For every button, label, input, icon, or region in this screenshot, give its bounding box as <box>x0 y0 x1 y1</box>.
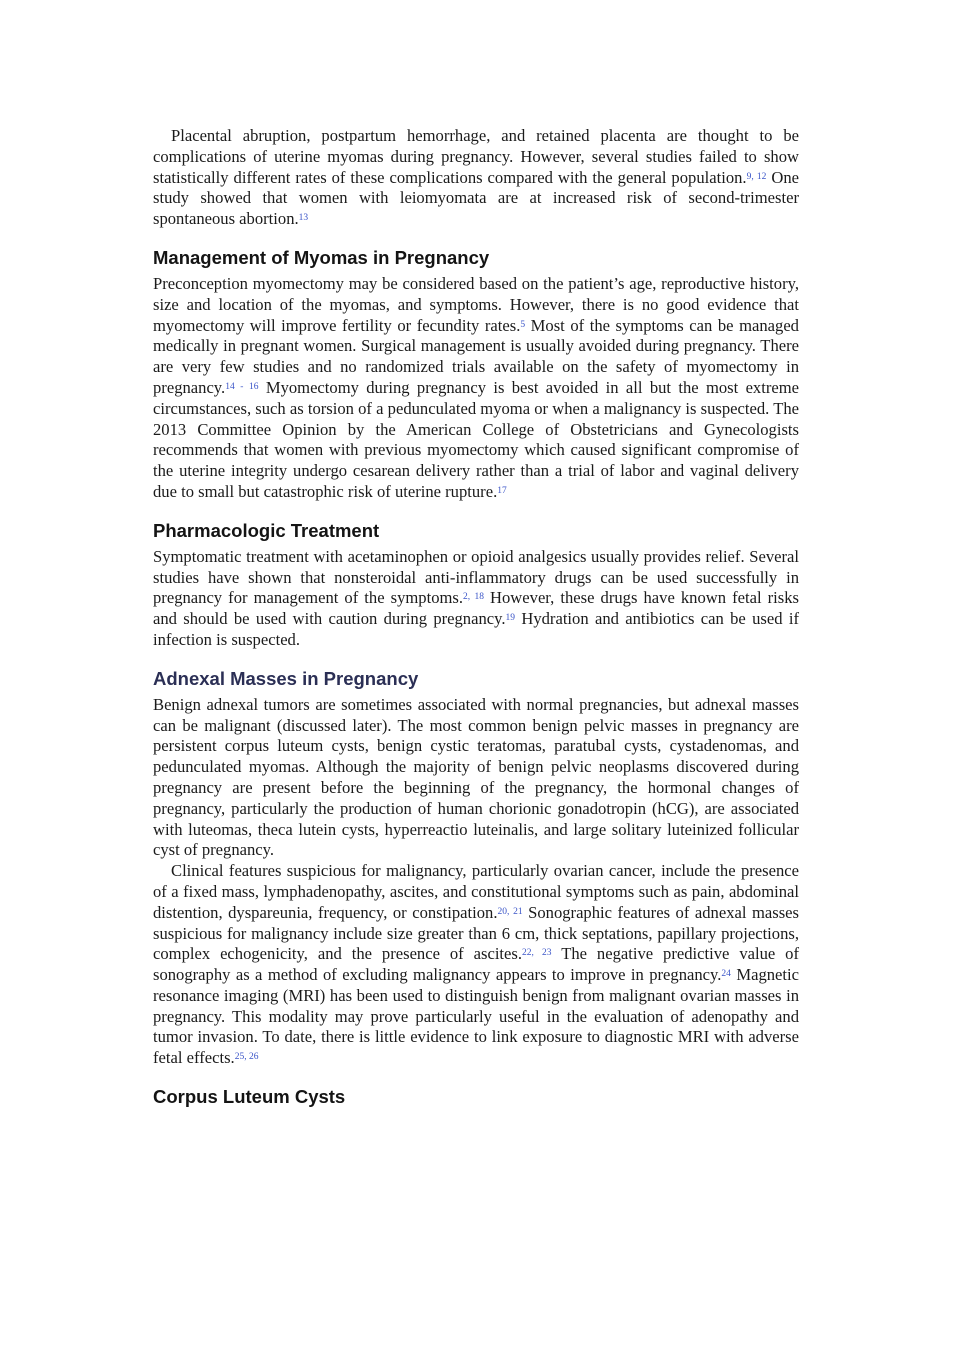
paragraph-text: Benign adnexal tumors are sometimes associated with normal pregnancies, but adnexal masses can be malignant (discussed later). The most common benign pelvic masses in pregnancy are persistent corpus luteum cysts, benign cystic teratomas, paratubal cysts, cystadenomas, and pedunculated myomas. Although the majority of benign pelvic neoplasms discovered during pregnancy are present before the beginning of the pregnancy, the hormonal changes of pregnancy, particularly the production of human chorionic gonadotropin (hCG), are associated with luteomas, theca lutein cysts, hyperreactio luteinalis, and large solitary luteinized follicular cyst of pregnancy. <box>153 694 799 860</box>
section-heading: Corpus Luteum Cysts <box>153 1086 346 1108</box>
paragraph-text: Symptomatic treatment with acetaminophen or opioid analgesics usually provides relief. Several studies have shown that nonsteroidal anti-inflammatory drugs can be used successfully in pregnancy for management of the symptoms. <box>153 546 799 608</box>
paragraph-text: Sonographic features of adnexal masses suspicious for malignancy include size greater than 6 cm, thick septations, papillary projections, complex echogenicity, and the presence of ascites. <box>153 902 800 964</box>
paragraph-text: Hydration and antibiotics can be used if infection is suspected. <box>153 609 799 649</box>
citation-link[interactable]: 14 - 16 <box>225 381 259 392</box>
citation-link[interactable]: 19 <box>505 613 516 624</box>
paragraph-text: Most of the symptoms can be managed medically in pregnant women. Surgical management is usually avoided during pregnancy. There are very few studies and no randomized trials available on the safety of myomectomy in pregnancy. <box>153 315 799 397</box>
citation-link[interactable]: 5 <box>520 319 526 330</box>
paragraph-text: Preconception myomectomy may be considered based on the patient’s age, reproductive history, size and location of the myomas, and symptoms. However, there is no good evidence that myomectomy will improve fertility or fecundity rates. <box>153 273 799 335</box>
paragraph-text: Myomectomy during pregnancy is best avoided in all but the most extreme circumstances, such as torsion of a pedunculated myoma or when a malignancy is suspected. The 2013 Committee Opinion by the American College of Obstetricians and Gynecologists recommends that women with previous myomectomy which caused significant compromise of the uterine integrity undergo cesarean delivery rather than a trial of labor and vaginal delivery due to small but catastrophic risk of uterine rupture. <box>153 377 800 501</box>
section-pharmacologic <box>153 520 799 651</box>
document-page <box>153 126 799 1113</box>
paragraph-text: Placental abruption, postpartum hemorrhage, and retained placenta are thought to be complications of uterine myomas during pregnancy. However, several studies failed to show statistically different rates of these complications compared with the general population. <box>153 126 799 187</box>
section-heading: Management of Myomas in Pregnancy <box>153 246 490 268</box>
section-management <box>153 247 799 503</box>
paragraph <box>153 274 799 503</box>
citation-link[interactable]: 2, 18 <box>463 592 484 603</box>
paragraph-text: However, these drugs have known fetal risks and should be used with caution during pregnancy. <box>153 588 799 629</box>
paragraph <box>153 695 799 861</box>
paragraph-text: One study showed that women with leiomyomata are at increased risk of second-trimester spontaneous abortion. <box>153 167 800 229</box>
paragraph <box>153 861 799 1069</box>
paragraph-text: The negative predictive value of sonography as a method of excluding malignancy appears to improve in pregnancy. <box>153 944 800 985</box>
paragraph-text: Magnetic resonance imaging (MRI) has been used to distinguish benign from malignant ovarian masses in pregnancy. This modality may prove particularly useful in the evaluation of adenopathy and tumor invasion. To date, there is little evidence to link exposure to diagnostic MRI with adverse fetal effects. <box>153 965 799 1068</box>
paragraph <box>153 547 799 651</box>
section-corpus-luteum <box>153 1086 799 1108</box>
citation-link[interactable]: 25, 26 <box>234 1052 259 1063</box>
citation-link[interactable]: 22, 23 <box>522 948 552 959</box>
paragraph-text: Clinical features suspicious for malignancy, particularly ovarian cancer, include the presence of a fixed mass, lymphadenopathy, ascites, and constitutional symptoms such as pain, abdominal distention, dyspareunia, frequency, or constipation. <box>153 861 799 922</box>
citation-link[interactable]: 20, 21 <box>497 906 523 917</box>
section-heading: Adnexal Masses in Pregnancy <box>153 667 419 689</box>
section-adnexal <box>153 668 799 1069</box>
paragraph <box>153 126 799 230</box>
citation-link[interactable]: 17 <box>497 485 507 496</box>
citation-link[interactable]: 13 <box>298 213 309 224</box>
section-intro <box>153 126 799 230</box>
citation-link[interactable]: 9, 12 <box>746 171 767 182</box>
citation-link[interactable]: 24 <box>721 969 731 980</box>
section-heading: Pharmacologic Treatment <box>153 519 380 541</box>
